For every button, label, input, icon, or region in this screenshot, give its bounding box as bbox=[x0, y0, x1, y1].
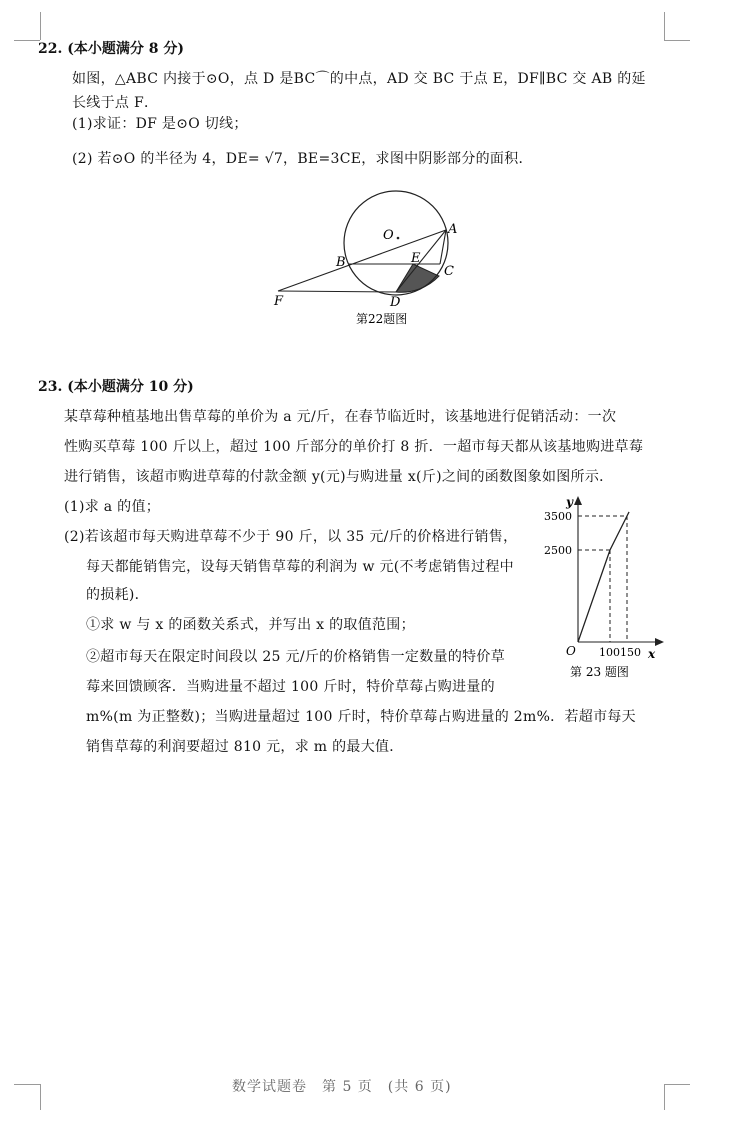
q23-sub2-c: m%(m 为正整数)；当购进量超过 100 斤时，特价草莓占购进量的 2m%．若超市每天 bbox=[86, 709, 636, 725]
q23-part2-a: (2)若该超市每天购进草莓不少于 90 斤，以 35 元/斤的价格进行销售， bbox=[64, 529, 518, 545]
q22-part2: (2) 若⊙O 的半径为 4，DE= √7，BE=3CE，求图中阴影部分的面积． bbox=[72, 151, 533, 167]
label-b: B bbox=[336, 255, 346, 270]
y-axis-label: y bbox=[566, 495, 573, 509]
x-axis-label: x bbox=[648, 647, 656, 661]
page-footer: 数学试题卷 第 5 页 (共 6 页) bbox=[232, 1079, 452, 1095]
crop-mark-top-left-h bbox=[14, 40, 40, 41]
q23-sub1: ①求 w 与 x 的函数关系式，并写出 x 的取值范围； bbox=[86, 617, 415, 633]
x-axis-arrow bbox=[655, 638, 664, 646]
y-tick-label: 2500 bbox=[544, 544, 572, 557]
circle-o bbox=[344, 191, 448, 295]
crop-mark-bottom-left bbox=[14, 1084, 40, 1085]
label-o: O bbox=[383, 228, 394, 243]
label-e: E bbox=[411, 251, 421, 266]
origin-label: O bbox=[566, 644, 576, 658]
shaded-region bbox=[396, 264, 439, 292]
q22-line2: 长线于点 F． bbox=[72, 95, 159, 111]
q23-part1: (1)求 a 的值； bbox=[64, 499, 161, 515]
crop-mark-top-left bbox=[40, 12, 41, 40]
q22-part1: (1)求证：DF 是⊙O 切线； bbox=[72, 116, 248, 132]
label-d: D bbox=[390, 295, 401, 310]
label-f: F bbox=[274, 294, 284, 309]
y-axis-arrow bbox=[574, 496, 582, 505]
q23-sub2-b: 莓来回馈顾客．当购进量不超过 100 斤时，特价草莓占购进量的 bbox=[86, 679, 495, 695]
q23-sub2-d: 销售草莓的利润要超过 810 元，求 m 的最大值． bbox=[86, 739, 404, 755]
figure-caption-22: 第22题图 bbox=[356, 312, 408, 326]
label-c: C bbox=[444, 264, 454, 279]
q23-intro2: 性购买草莓 100 斤以上，超过 100 斤部分的单价打 8 折．一超市每天都从该基地购进草莓 bbox=[64, 439, 644, 455]
q23-sub2-a: ②超市每天在限定时间段以 25 元/斤的价格销售一定数量的特价草 bbox=[86, 649, 506, 665]
crop-mark-top-right-h bbox=[664, 40, 690, 41]
q22-figure bbox=[270, 182, 470, 332]
q23-part2-b: 每天都能销售完，设每天销售草莓的利润为 w 元(不考虑销售过程中 bbox=[86, 559, 514, 575]
q22-line1: 如图，△ABC 内接于⊙O，点 D 是BC⌒的中点，AD 交 BC 于点 E，DF∥BC 交 AB 的延 bbox=[72, 71, 646, 87]
label-a: A bbox=[448, 222, 458, 237]
figure-caption-23: 第 23 题图 bbox=[570, 665, 629, 679]
q23-intro3: 进行销售，该超市购进草莓的付款金额 y(元)与购进量 x(斤)之间的函数图象如图所示． bbox=[64, 469, 614, 485]
q23-intro1: 某草莓种植基地出售草莓的单价为 a 元/斤，在春节临近时，该基地进行促销活动：一次 bbox=[64, 409, 617, 425]
crop-mark-bottom-left-v bbox=[40, 1084, 41, 1110]
series-line bbox=[578, 512, 629, 642]
crop-mark-bottom-right bbox=[664, 1084, 690, 1085]
crop-mark-bottom-right-v bbox=[664, 1084, 665, 1110]
point-o bbox=[397, 237, 400, 240]
crop-mark-top-right bbox=[664, 12, 665, 40]
q23-chart bbox=[540, 492, 670, 682]
q22-title: 22. (本小题满分 8 分) bbox=[38, 41, 184, 57]
q23-part2-c: 的损耗)． bbox=[86, 587, 149, 603]
x-tick-label: 100150 bbox=[599, 646, 641, 659]
segment-fd bbox=[278, 291, 396, 292]
y-tick-label: 3500 bbox=[544, 510, 572, 523]
q23-title: 23. (本小题满分 10 分) bbox=[38, 379, 194, 395]
